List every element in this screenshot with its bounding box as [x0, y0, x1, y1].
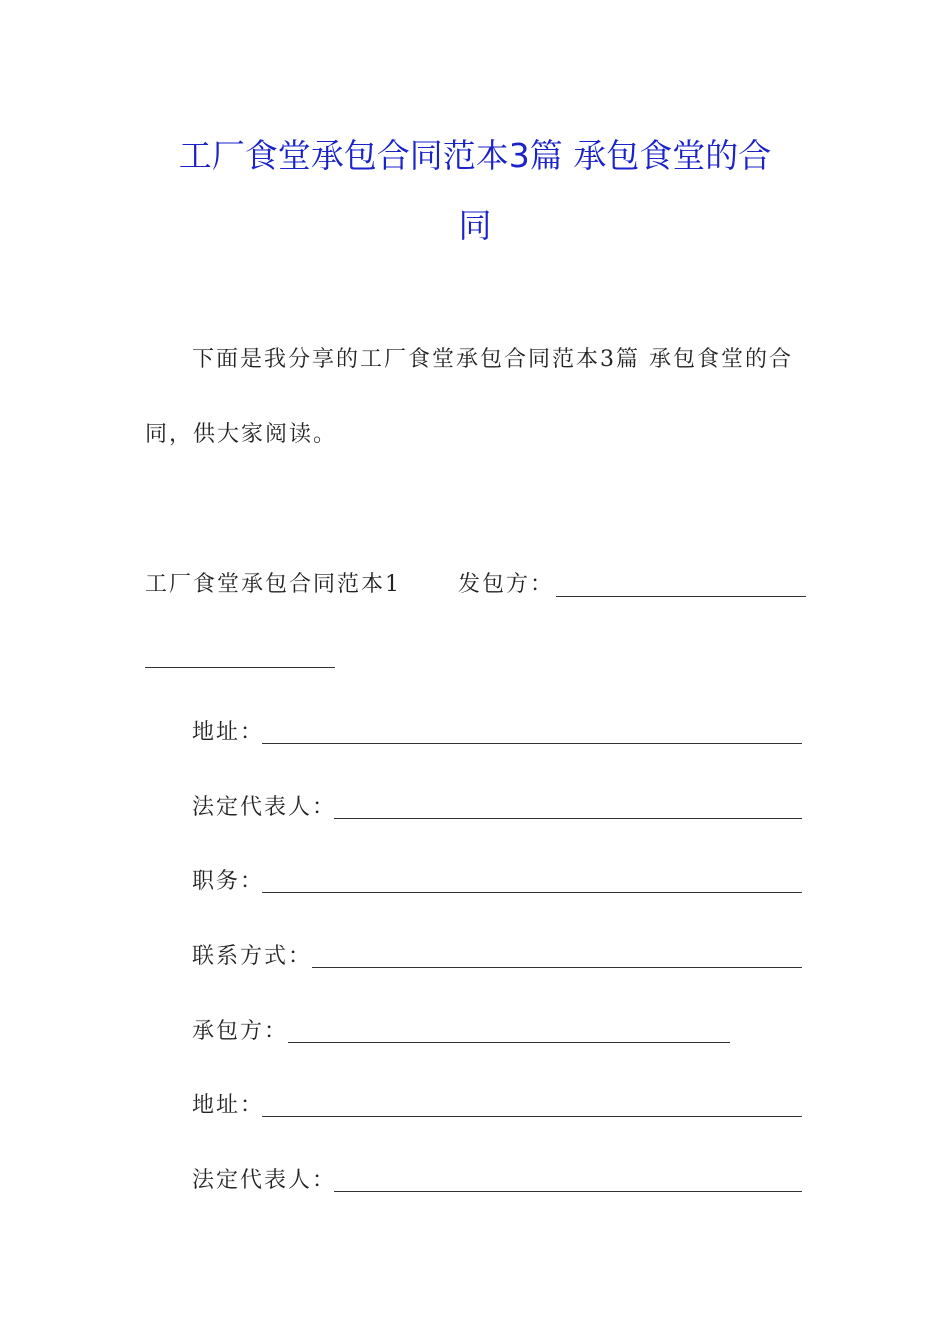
document-title-line-1: 工厂食堂承包合同范本3篇 承包食堂的合: [178, 136, 772, 175]
party-a-blank-line-continued: [145, 667, 335, 668]
section-heading: 工厂食堂承包合同范本1: [145, 572, 401, 597]
field-label-contractor-address: 地址：: [192, 1093, 265, 1118]
field-blank-address: [262, 743, 802, 744]
field-blank-contact: [312, 967, 802, 968]
field-blank-contractor-address: [262, 1116, 802, 1117]
field-label-address: 地址：: [192, 720, 265, 745]
field-label-contact: 联系方式：: [192, 944, 313, 969]
field-label-legal-representative: 法定代表人：: [192, 795, 337, 820]
field-blank-position: [262, 892, 802, 893]
field-blank-legal-representative: [334, 818, 802, 819]
intro-paragraph-line-2: 同，供大家阅读。: [145, 422, 338, 447]
field-label-contractor-legal-representative: 法定代表人：: [192, 1168, 337, 1193]
field-blank-contractor: [288, 1042, 730, 1043]
party-a-label: 发包方：: [458, 572, 555, 597]
document-title-line-2: 同: [458, 206, 492, 245]
field-label-position: 职务：: [192, 869, 265, 894]
field-label-contractor: 承包方：: [192, 1019, 289, 1044]
field-blank-contractor-legal-representative: [334, 1191, 802, 1192]
party-a-blank-line: [556, 596, 806, 597]
intro-paragraph-line-1: 下面是我分享的工厂食堂承包合同范本3篇 承包食堂的合: [192, 347, 793, 372]
